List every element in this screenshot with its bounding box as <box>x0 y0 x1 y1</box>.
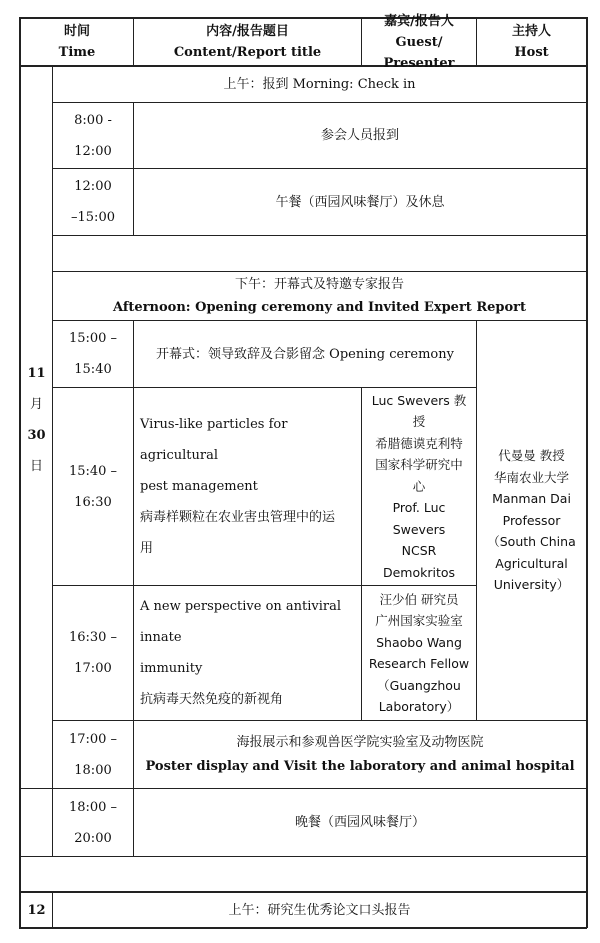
talk1-presenter-line-4: 国家科学研究中 <box>375 457 463 473</box>
talk1-time <box>53 388 133 585</box>
poster-time <box>53 721 133 788</box>
lunch-content <box>134 169 586 235</box>
talk1-title-line-2: pest management <box>140 479 258 494</box>
talk2-presenter <box>362 586 476 720</box>
talk2-title-line-1: A new perspective on antiviral innate <box>140 599 342 645</box>
day1-date-line-1: 11 <box>27 366 46 381</box>
checkin-time-end: 12:00 <box>74 143 112 159</box>
talk2-presenter-line-3: Shaobo Wang <box>376 634 462 650</box>
talk1-presenter-line-6: Prof. Luc <box>392 500 446 516</box>
afternoon-section-title <box>53 272 586 320</box>
session-host <box>477 321 586 720</box>
talk1-presenter-line-8: NCSR <box>401 543 437 559</box>
dinner-time-start: 18:00 – <box>68 799 118 815</box>
day1-date-line-2: 月 <box>29 397 43 412</box>
header-host <box>477 19 586 65</box>
table-border-bottom <box>19 927 587 929</box>
dinner-content <box>134 789 586 856</box>
talk2-time <box>53 586 133 720</box>
lunch-time-start: 12:00 <box>74 179 112 194</box>
poster-content <box>134 721 586 788</box>
day1-date <box>21 340 52 500</box>
talk2-title-line-2: immunity <box>140 661 203 676</box>
checkin-content-text: 参会人员报到 <box>320 128 399 143</box>
header-host-cn: 主持人 <box>511 24 551 39</box>
opening-time <box>53 321 133 387</box>
talk1-presenter-line-3: 希腊德谟克利特 <box>375 435 463 451</box>
opening-time-start: 15:00 – <box>68 331 118 346</box>
poster-content-en: Poster display and Visit the laboratory and animal hospital <box>145 758 575 774</box>
afternoon-title-en: Afternoon: Opening ceremony and Invited Expert Report <box>112 300 527 315</box>
talk1-presenter-line-7: Swevers <box>392 521 446 537</box>
opening-content-text: 开幕式：领导致辞及合影留念 Opening ceremony <box>156 346 454 362</box>
talk1-presenter <box>362 388 476 585</box>
talk1-time-start: 15:40 – <box>68 463 118 479</box>
talk2-title <box>140 586 358 720</box>
dinner-time-end: 20:00 <box>74 830 112 846</box>
opening-content <box>134 321 476 387</box>
header-content <box>134 19 361 65</box>
talk1-title-line-4: 用 <box>140 541 154 556</box>
host-line-1: 代曼曼 教授 <box>498 448 565 464</box>
host-line-2: 华南农业大学 <box>493 469 569 485</box>
talk2-presenter-line-4: Research Fellow <box>368 656 470 671</box>
header-guest-cn: 嘉宾/报告人 <box>384 13 454 29</box>
talk2-presenter-line-6: Laboratory） <box>378 699 460 714</box>
day2-date-text: 12 <box>27 902 46 918</box>
header-guest <box>362 13 476 71</box>
dinner-time <box>53 789 133 856</box>
talk2-title-line-3: 抗病毒天然免疫的新视角 <box>140 692 284 707</box>
lunch-content-text: 午餐（西园风味餐厅）及休息 <box>275 194 445 210</box>
morning-section-title <box>53 66 586 102</box>
header-time-en: Time <box>58 45 96 60</box>
talk1-title <box>140 388 358 585</box>
afternoon-title-cn: 下午：开幕式及特邀专家报告 <box>234 277 404 292</box>
header-host-en: Host <box>514 45 549 60</box>
talk1-title-line-3: 病毒样颗粒在农业害虫管理中的运 <box>140 510 336 525</box>
host-line-4: Professor <box>502 512 561 528</box>
header-content-cn: 内容/报告题目 <box>206 24 289 39</box>
day1-date-line-4: 日 <box>29 459 43 474</box>
talk1-presenter-line-1: Luc Swevers 教 <box>371 392 467 408</box>
poster-content-cn: 海报展示和参观兽医学院实验室及动物医院 <box>236 734 484 750</box>
day2-morning-title-text: 上午：研究生优秀论文口头报告 <box>228 902 411 918</box>
talk1-presenter-line-2: 授 <box>412 414 426 430</box>
header-guest-en: Guest/ Presenter <box>383 34 455 71</box>
day2-date <box>21 893 52 927</box>
dinner-content-text: 晚餐（西园风味餐厅） <box>294 815 425 830</box>
opening-time-end: 15:40 <box>74 362 112 377</box>
lunch-time <box>53 169 133 235</box>
checkin-content <box>134 103 586 168</box>
morning-title-text: 上午：报到 Morning: Check in <box>223 76 416 92</box>
checkin-time-start: 8:00 - <box>74 112 112 128</box>
header-time <box>21 19 133 65</box>
row-line-dinner <box>19 856 587 857</box>
talk2-presenter-line-2: 广州国家实验室 <box>375 613 463 628</box>
header-content-en: Content/Report title <box>173 45 322 60</box>
talk2-presenter-line-1: 汪少伯 研究员 <box>379 591 459 607</box>
talk1-time-end: 16:30 <box>74 494 112 510</box>
table-border-right <box>586 17 588 928</box>
day2-morning-title <box>53 893 586 927</box>
lunch-time-end: –15:00 <box>71 210 115 225</box>
host-line-6: Agricultural <box>495 555 568 571</box>
host-line-7: University） <box>493 577 570 593</box>
row-line-lunch <box>52 235 587 236</box>
talk2-time-start: 16:30 – <box>68 630 118 645</box>
poster-time-start: 17:00 – <box>68 731 118 747</box>
talk2-time-end: 17:00 <box>74 661 112 676</box>
talk1-presenter-line-9: Demokritos <box>382 564 456 580</box>
talk2-presenter-line-5: （Guangzhou <box>377 677 461 693</box>
checkin-time <box>53 103 133 168</box>
poster-time-end: 18:00 <box>74 762 112 778</box>
talk1-presenter-line-5: 心 <box>412 478 426 494</box>
host-line-3: Manman Dai <box>492 491 571 507</box>
host-line-5: （South China <box>487 534 576 550</box>
day1-date-line-3: 30 <box>27 428 46 443</box>
talk1-title-line-1: Virus-like particles for agricultural <box>140 417 288 463</box>
header-time-cn: 时间 <box>63 24 90 39</box>
